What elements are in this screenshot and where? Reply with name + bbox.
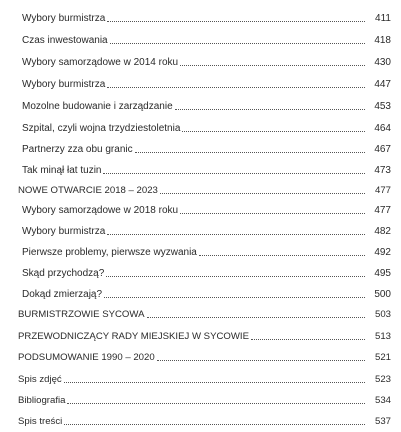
toc-entry-title: PODSUMOWANIE 1990 – 2020 <box>18 352 155 363</box>
toc-entry-title: Czas inwestowania <box>22 35 108 46</box>
toc-entry <box>0 412 401 428</box>
toc-entry <box>0 97 401 113</box>
toc-entry <box>0 305 401 321</box>
dot-leader <box>182 130 365 132</box>
toc-entry-page: 495 <box>374 268 391 279</box>
dot-leader <box>106 275 365 277</box>
dot-leader <box>180 212 365 214</box>
toc-entry-page: 464 <box>374 123 391 134</box>
toc-entry-title: Mozolne budowanie i zarządzanie <box>22 101 173 112</box>
toc-entry-page: 430 <box>374 57 391 68</box>
toc-entry-title: Szpital, czyli wojna trzydziestoletnia <box>22 123 181 134</box>
dot-leader <box>64 381 365 383</box>
toc-entry-page: 500 <box>374 289 391 300</box>
toc-entry-page: 537 <box>374 416 391 427</box>
dot-leader <box>107 86 365 88</box>
toc-entry-page: 453 <box>374 101 391 112</box>
toc-entry-page: 473 <box>374 165 391 176</box>
toc-entry-title: Bibliografia <box>18 395 66 406</box>
toc-entry-title: Pierwsze problemy, pierwsze wyzwania <box>22 247 197 258</box>
dot-leader <box>103 172 365 174</box>
toc-entry-page: 492 <box>374 247 391 258</box>
toc-entry <box>0 140 401 156</box>
dot-leader <box>251 338 365 340</box>
toc-entry-page: 523 <box>374 374 391 385</box>
dot-leader <box>175 108 365 110</box>
dot-leader <box>67 402 365 404</box>
toc-entry <box>0 222 401 238</box>
toc-entry-title: Wybory burmistrza <box>22 79 106 90</box>
toc-entry-page: 513 <box>374 331 391 342</box>
toc-entry <box>0 9 401 25</box>
toc-entry-title: Dokąd zmierzają? <box>22 289 103 300</box>
toc-entry <box>0 161 401 177</box>
toc-entry <box>0 285 401 301</box>
dot-leader <box>110 42 365 44</box>
toc-entry-page: 482 <box>374 226 391 237</box>
toc-entry-page: 521 <box>374 352 391 363</box>
toc-entry-title: Wybory samorządowe w 2014 roku <box>22 57 179 68</box>
dot-leader <box>147 316 366 318</box>
toc-entry <box>0 181 401 197</box>
toc-entry <box>0 327 401 343</box>
toc-entry-title: PRZEWODNICZĄCY RADY MIEJSKIEJ W SYCOWIE <box>18 331 249 342</box>
toc-entry <box>0 264 401 280</box>
toc-entry-page: 467 <box>374 144 391 155</box>
toc-entry <box>0 53 401 69</box>
toc-entry-title: Partnerzy zza obu granic <box>22 144 133 155</box>
dot-leader <box>157 359 365 361</box>
toc-entry <box>0 201 401 217</box>
toc-entry-title: Wybory burmistrza <box>22 13 106 24</box>
toc-entry-title: Wybory samorządowe w 2018 roku <box>22 205 179 216</box>
toc-entry-page: 503 <box>374 309 391 320</box>
toc-entry-title: Spis zdjęć <box>18 374 62 385</box>
toc-entry-title: BURMISTRZOWIE SYCOWA <box>18 309 145 320</box>
dot-leader <box>160 192 365 194</box>
dot-leader <box>180 64 365 66</box>
dot-leader <box>135 151 365 153</box>
toc-entry <box>0 243 401 259</box>
toc-entry-page: 534 <box>374 395 391 406</box>
toc-entry <box>0 348 401 364</box>
toc-entry-page: 418 <box>374 35 391 46</box>
toc-entry-page: 477 <box>374 185 391 196</box>
toc-entry-page: 477 <box>374 205 391 216</box>
toc-entry-title: NOWE OTWARCIE 2018 – 2023 <box>18 185 158 196</box>
toc-entry-page: 447 <box>374 79 391 90</box>
toc-entry-page: 411 <box>375 13 391 24</box>
toc-entry <box>0 119 401 135</box>
dot-leader <box>104 296 365 298</box>
dot-leader <box>107 233 365 235</box>
toc-entry <box>0 391 401 407</box>
dot-leader <box>199 254 365 256</box>
toc-entry <box>0 370 401 386</box>
toc-entry-title: Wybory burmistrza <box>22 226 106 237</box>
toc-entry <box>0 75 401 91</box>
toc-entry-title: Skąd przychodzą? <box>22 268 105 279</box>
dot-leader <box>107 20 365 22</box>
toc-entry-title: Spis treści <box>18 416 63 427</box>
toc-entry-title: Tak minął łat tuzin <box>22 165 102 176</box>
dot-leader <box>64 423 365 425</box>
toc-entry <box>0 31 401 47</box>
